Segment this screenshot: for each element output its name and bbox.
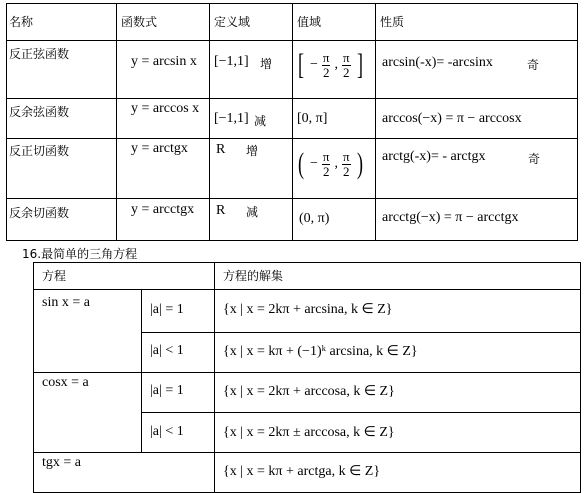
header-property <box>376 4 578 41</box>
section-heading <box>22 245 137 262</box>
header-formula <box>117 4 210 41</box>
condition-cell <box>142 290 215 333</box>
row-name: 反余弦函数 <box>9 105 70 119</box>
row-property-cell <box>376 199 578 241</box>
row-monotonic: 减 <box>254 114 267 128</box>
row-monotonic: 增 <box>260 57 273 71</box>
trig-equation-table <box>33 262 581 493</box>
row-formula-cell <box>117 99 210 139</box>
row-property: arccos(−x) = π − arccosx <box>382 111 522 126</box>
solution-cell <box>215 333 581 373</box>
row-name: 反余切函数 <box>9 206 70 220</box>
section-number: 16. <box>22 247 42 261</box>
section-title: 最简单的三角方程 <box>41 247 138 261</box>
header-name-text: 名称 <box>9 15 34 29</box>
table-row <box>7 139 578 199</box>
header-solution-set <box>215 263 581 290</box>
row-monotonic: 减 <box>246 205 259 219</box>
row-parity: 奇 <box>527 58 540 72</box>
row-domain-cell <box>210 139 293 199</box>
row-domain-interval: [−1,1] <box>214 54 249 69</box>
condition-text: |a| < 1 <box>150 343 184 358</box>
header-range-text: 值域 <box>297 15 322 29</box>
equation-text: tgx = a <box>42 455 81 470</box>
row-range-cell <box>293 199 376 241</box>
row-property: arcsin(-x)= -arcsinx <box>382 55 493 70</box>
row-range-cell <box>293 139 376 199</box>
table-row <box>34 373 581 413</box>
row-domain-cell <box>210 41 293 99</box>
table2-header-row <box>34 263 581 290</box>
header-equation-text: 方程 <box>42 269 67 283</box>
row-domain-interval: [−1,1] <box>214 111 249 126</box>
solution-text: {x | x = 2kπ ± arccosa, k ∈ Z} <box>223 425 395 440</box>
row-parity: 奇 <box>528 152 541 166</box>
table-row <box>7 41 578 99</box>
table-row <box>34 290 581 333</box>
row-formula-cell <box>117 41 210 99</box>
row-formula: y = arctgx <box>131 141 188 156</box>
table-row <box>7 99 578 139</box>
solution-cell <box>215 290 581 333</box>
condition-cell <box>142 333 215 373</box>
solution-cell <box>215 453 581 493</box>
row-property-cell <box>376 139 578 199</box>
header-range <box>293 4 376 41</box>
equation-cell <box>34 373 142 453</box>
row-formula: y = arcsin x <box>131 54 197 69</box>
equation-text: cosx = a <box>42 375 89 390</box>
condition-text: |a| = 1 <box>150 383 184 398</box>
condition-text: |a| = 1 <box>150 302 184 317</box>
row-name: 反正弦函数 <box>9 47 70 61</box>
solution-cell <box>215 413 581 453</box>
table1-header-row <box>7 4 578 41</box>
header-solution-text: 方程的解集 <box>223 269 284 283</box>
solution-cell <box>215 373 581 413</box>
row-property: arctg(-x)= - arctgx <box>382 149 486 164</box>
row-property-cell <box>376 41 578 99</box>
row-name-cell <box>7 199 117 241</box>
header-domain-text: 定义域 <box>214 15 251 29</box>
row-domain-interval: R <box>216 142 226 157</box>
row-name: 反正切函数 <box>9 144 70 158</box>
row-domain-cell <box>210 99 293 139</box>
row-domain-interval: R <box>216 203 226 218</box>
row-monotonic: 增 <box>246 144 259 158</box>
header-formula-text: 函数式 <box>121 15 158 29</box>
row-formula: y = arccos x <box>131 101 200 116</box>
row-formula-cell <box>117 199 210 241</box>
table-row <box>34 453 581 493</box>
equation-text: sin x = a <box>42 295 90 310</box>
header-equation <box>34 263 215 290</box>
row-property: arcctg(−x) = π − arcctgx <box>382 210 519 225</box>
condition-cell <box>142 413 215 453</box>
solution-text: {x | x = kπ + arctga, k ∈ Z} <box>223 464 381 479</box>
row-name-cell <box>7 41 117 99</box>
equation-cell <box>34 453 215 493</box>
row-formula: y = arcctgx <box>131 202 195 217</box>
row-range: (0, π) <box>299 211 330 226</box>
row-range-cell <box>293 41 376 99</box>
solution-text: {x | x = 2kπ + arccosa, k ∈ Z} <box>223 384 395 399</box>
row-name-cell <box>7 139 117 199</box>
solution-text: {x | x = kπ + (−1)ᵏ arcsina, k ∈ Z} <box>223 344 418 359</box>
row-name-cell <box>7 99 117 139</box>
solution-text: {x | x = 2kπ + arcsina, k ∈ Z} <box>223 302 393 317</box>
row-range: [ − $\frac{\pi}{2}$ , $\frac{\pi}{2}$ ] <box>298 48 363 81</box>
header-domain <box>210 4 293 41</box>
condition-text: |a| < 1 <box>150 424 184 439</box>
table-row <box>7 199 578 241</box>
row-property-cell <box>376 99 578 139</box>
inverse-trig-table <box>6 3 578 241</box>
header-name <box>7 4 117 41</box>
row-range: ( − $\frac{\pi}{2}$ , $\frac{\pi}{2}$ ) <box>298 147 363 180</box>
row-range: [0, π] <box>297 111 328 126</box>
header-property-text: 性质 <box>380 15 405 29</box>
row-domain-cell <box>210 199 293 241</box>
row-range-cell <box>293 99 376 139</box>
equation-cell <box>34 290 142 373</box>
row-formula-cell <box>117 139 210 199</box>
condition-cell <box>142 373 215 413</box>
